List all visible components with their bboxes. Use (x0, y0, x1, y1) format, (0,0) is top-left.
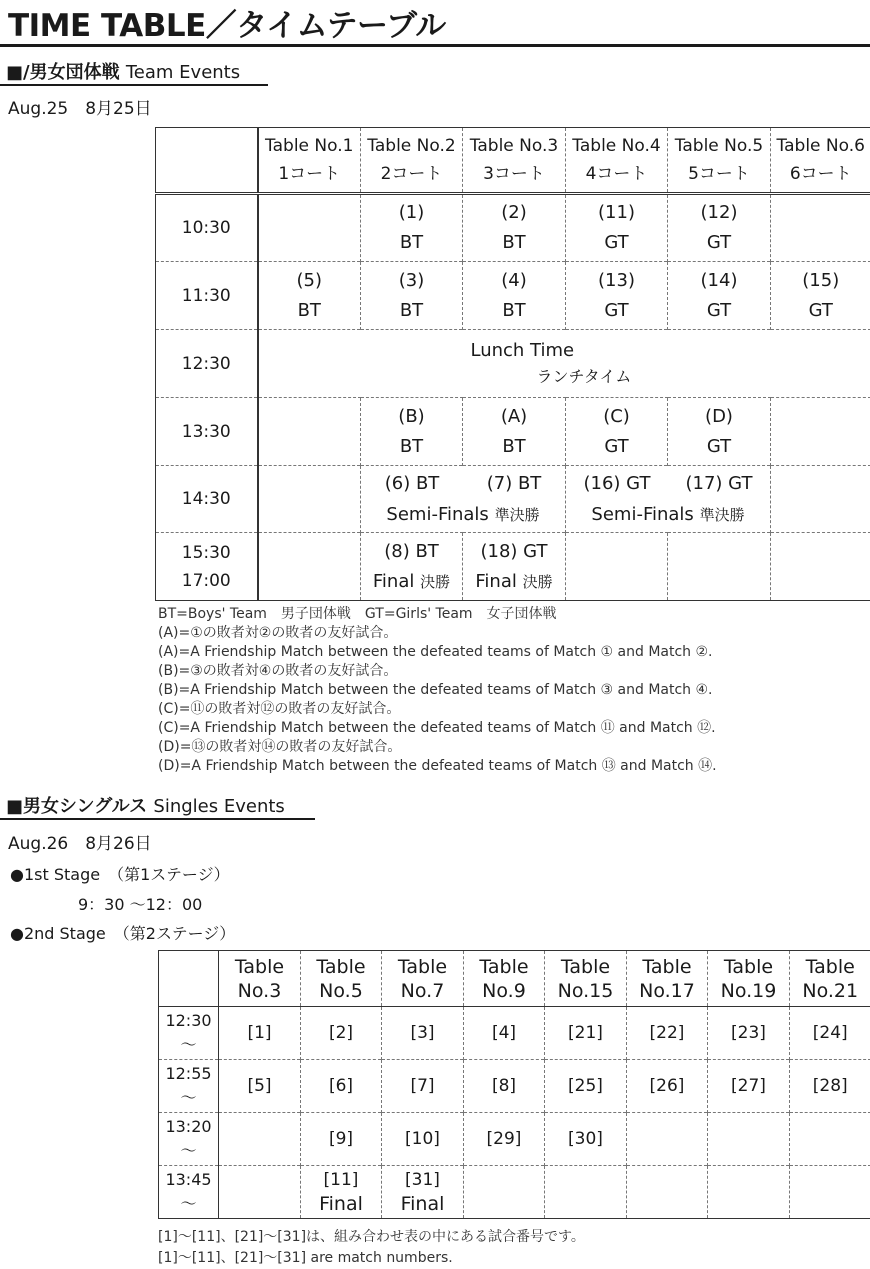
match-cell: [25] (545, 1060, 627, 1113)
team-notes (158, 605, 717, 776)
match-cell: [5] (219, 1060, 301, 1113)
semi-final-boys-cell: (6) BT (7) BT Semi-Finals 準決勝 (361, 466, 566, 533)
note-line: [1]〜[11]、[21]〜[31] are match numbers. (158, 1248, 585, 1269)
match-cell: [8] (464, 1060, 545, 1113)
table-row (156, 262, 870, 330)
col-header-table-9: Table No.9 (464, 951, 545, 1007)
team-heading-en: Team Events (126, 62, 240, 83)
page-title: TIME TABLE／タイムテーブル (8, 0, 446, 45)
match-cell (545, 1166, 627, 1219)
match-cell: (3) BT (361, 262, 463, 330)
table-row (156, 466, 870, 533)
match-cell: (13) GT (566, 262, 668, 330)
col-header-table-5: Table No.5 5コート (668, 128, 771, 194)
table-row (159, 1166, 870, 1219)
col-header-table-3: Table No.3 (219, 951, 301, 1007)
match-cell: (14) GT (668, 262, 771, 330)
col-header-table-17: Table No.17 (627, 951, 708, 1007)
match-cell: [3] (382, 1007, 464, 1060)
match-cell (258, 466, 361, 533)
singles-heading-rule (0, 818, 315, 820)
time-cell: 12:30 (156, 330, 258, 398)
match-cell (464, 1166, 545, 1219)
match-label: (17) GT (686, 468, 753, 500)
singles-events-heading (6, 792, 285, 818)
match-cell: (5) BT (258, 262, 361, 330)
match-cell: [28] (790, 1060, 870, 1113)
table-row (156, 533, 870, 601)
match-cell: [1] (219, 1007, 301, 1060)
corner-cell (159, 951, 219, 1007)
match-cell: [10] (382, 1113, 464, 1166)
stage-1-time: 9：30 〜12：00 (78, 892, 202, 915)
singles-heading-ja: ■男女シングルス (6, 796, 147, 817)
match-cell (258, 194, 361, 262)
match-cell: [6] (301, 1060, 382, 1113)
team-header-row (156, 128, 870, 194)
match-cell: (2) BT (463, 194, 566, 262)
match-label: (16) GT (584, 468, 651, 500)
table-row (159, 1007, 870, 1060)
match-cell: [29] (464, 1113, 545, 1166)
match-cell: [7] (382, 1060, 464, 1113)
table-row (156, 398, 870, 466)
match-cell: [9] (301, 1113, 382, 1166)
match-cell: [26] (627, 1060, 708, 1113)
note-line: (C)=⑪の敗者対⑫の敗者の友好試合。 (158, 700, 717, 719)
team-heading-ja: ■/男女団体戦 (6, 62, 120, 83)
match-cell (627, 1166, 708, 1219)
team-timetable (155, 127, 870, 601)
note-line: (B)=③の敗者対④の敗者の友好試合。 (158, 662, 717, 681)
match-cell (219, 1166, 301, 1219)
team-events-heading (6, 58, 240, 84)
match-cell: [22] (627, 1007, 708, 1060)
match-cell (771, 398, 870, 466)
time-cell: 12:30 〜 (159, 1007, 219, 1060)
col-header-table-15: Table No.15 (545, 951, 627, 1007)
match-cell (219, 1113, 301, 1166)
team-heading-rule (0, 84, 268, 86)
match-cell: (D) GT (668, 398, 771, 466)
table-row (156, 194, 870, 262)
match-cell (771, 466, 870, 533)
final-cell: [31] Final (382, 1166, 464, 1219)
final-cell: [11] Final (301, 1166, 382, 1219)
match-cell: [30] (545, 1113, 627, 1166)
time-cell: 11:30 (156, 262, 258, 330)
match-cell (790, 1166, 870, 1219)
note-line: (A)=①の敗者対②の敗者の友好試合。 (158, 624, 717, 643)
time-cell: 10:30 (156, 194, 258, 262)
singles-date: Aug.26 8月26日 (8, 829, 152, 854)
match-cell: [21] (545, 1007, 627, 1060)
match-cell (668, 533, 771, 601)
col-header-table-1: Table No.1 1コート (258, 128, 361, 194)
note-line: BT=Boys' Team 男子団体戦 GT=Girls' Team 女子団体戦 (158, 605, 717, 624)
match-cell: (1) BT (361, 194, 463, 262)
match-cell: (4) BT (463, 262, 566, 330)
table-row (156, 330, 870, 398)
col-header-table-5: Table No.5 (301, 951, 382, 1007)
col-header-table-19: Table No.19 (708, 951, 790, 1007)
stage-1-label: ●1st Stage （第1ステージ） (10, 862, 230, 885)
time-cell: 13:30 (156, 398, 258, 466)
semi-final-girls-cell: (16) GT (17) GT Semi-Finals 準決勝 (566, 466, 771, 533)
col-header-table-2: Table No.2 2コート (361, 128, 463, 194)
match-cell: (B) BT (361, 398, 463, 466)
col-header-table-7: Table No.7 (382, 951, 464, 1007)
time-cell: 13:20 〜 (159, 1113, 219, 1166)
singles-timetable (158, 950, 870, 1219)
time-cell: 12:55 〜 (159, 1060, 219, 1113)
note-line: (D)=⑬の敗者対⑭の敗者の友好試合。 (158, 738, 717, 757)
match-cell (566, 533, 668, 601)
match-cell: [4] (464, 1007, 545, 1060)
final-boys-cell: (8) BT Final 決勝 (361, 533, 463, 601)
match-cell: [2] (301, 1007, 382, 1060)
match-cell: (C) GT (566, 398, 668, 466)
match-label: (7) BT (487, 468, 542, 500)
time-cell: 13:45 〜 (159, 1166, 219, 1219)
team-date: Aug.25 8月25日 (8, 94, 152, 119)
stage-2-label: ●2nd Stage （第2ステージ） (10, 921, 235, 944)
col-header-table-4: Table No.4 4コート (566, 128, 668, 194)
note-line: (B)=A Friendship Match between the defeated teams of Match ③ and Match ④. (158, 681, 717, 700)
singles-notes (158, 1227, 585, 1269)
table-row (159, 1060, 870, 1113)
singles-header-row (159, 951, 870, 1007)
singles-heading-en: Singles Events (153, 796, 284, 817)
match-cell: [24] (790, 1007, 870, 1060)
match-cell: [23] (708, 1007, 790, 1060)
lunch-cell (258, 330, 870, 398)
note-line: [1]〜[11]、[21]〜[31]は、組み合わせ表の中にある試合番号です。 (158, 1227, 585, 1248)
lunch-label-en: Lunch Time (259, 338, 870, 364)
match-cell: [27] (708, 1060, 790, 1113)
corner-cell (156, 128, 258, 194)
table-row (159, 1113, 870, 1166)
match-cell (258, 398, 361, 466)
match-cell (627, 1113, 708, 1166)
match-cell: (A) BT (463, 398, 566, 466)
match-cell (708, 1166, 790, 1219)
match-cell (771, 194, 870, 262)
match-cell (258, 533, 361, 601)
note-line: (D)=A Friendship Match between the defeated teams of Match ⑬ and Match ⑭. (158, 757, 717, 776)
final-girls-cell: (18) GT Final 決勝 (463, 533, 566, 601)
time-cell: 14:30 (156, 466, 258, 533)
note-line: (C)=A Friendship Match between the defeated teams of Match ⑪ and Match ⑫. (158, 719, 717, 738)
match-cell: (12) GT (668, 194, 771, 262)
col-header-table-3: Table No.3 3コート (463, 128, 566, 194)
match-cell: (15) GT (771, 262, 870, 330)
time-cell: 15:30 17:00 (156, 533, 258, 601)
match-cell: (11) GT (566, 194, 668, 262)
lunch-label-ja: ランチタイム (259, 364, 870, 390)
match-label: (6) BT (385, 468, 440, 500)
note-line: (A)=A Friendship Match between the defeated teams of Match ① and Match ②. (158, 643, 717, 662)
match-cell (771, 533, 870, 601)
match-cell (708, 1113, 790, 1166)
col-header-table-21: Table No.21 (790, 951, 870, 1007)
col-header-table-6: Table No.6 6コート (771, 128, 870, 194)
match-cell (790, 1113, 870, 1166)
title-rule (0, 44, 870, 47)
